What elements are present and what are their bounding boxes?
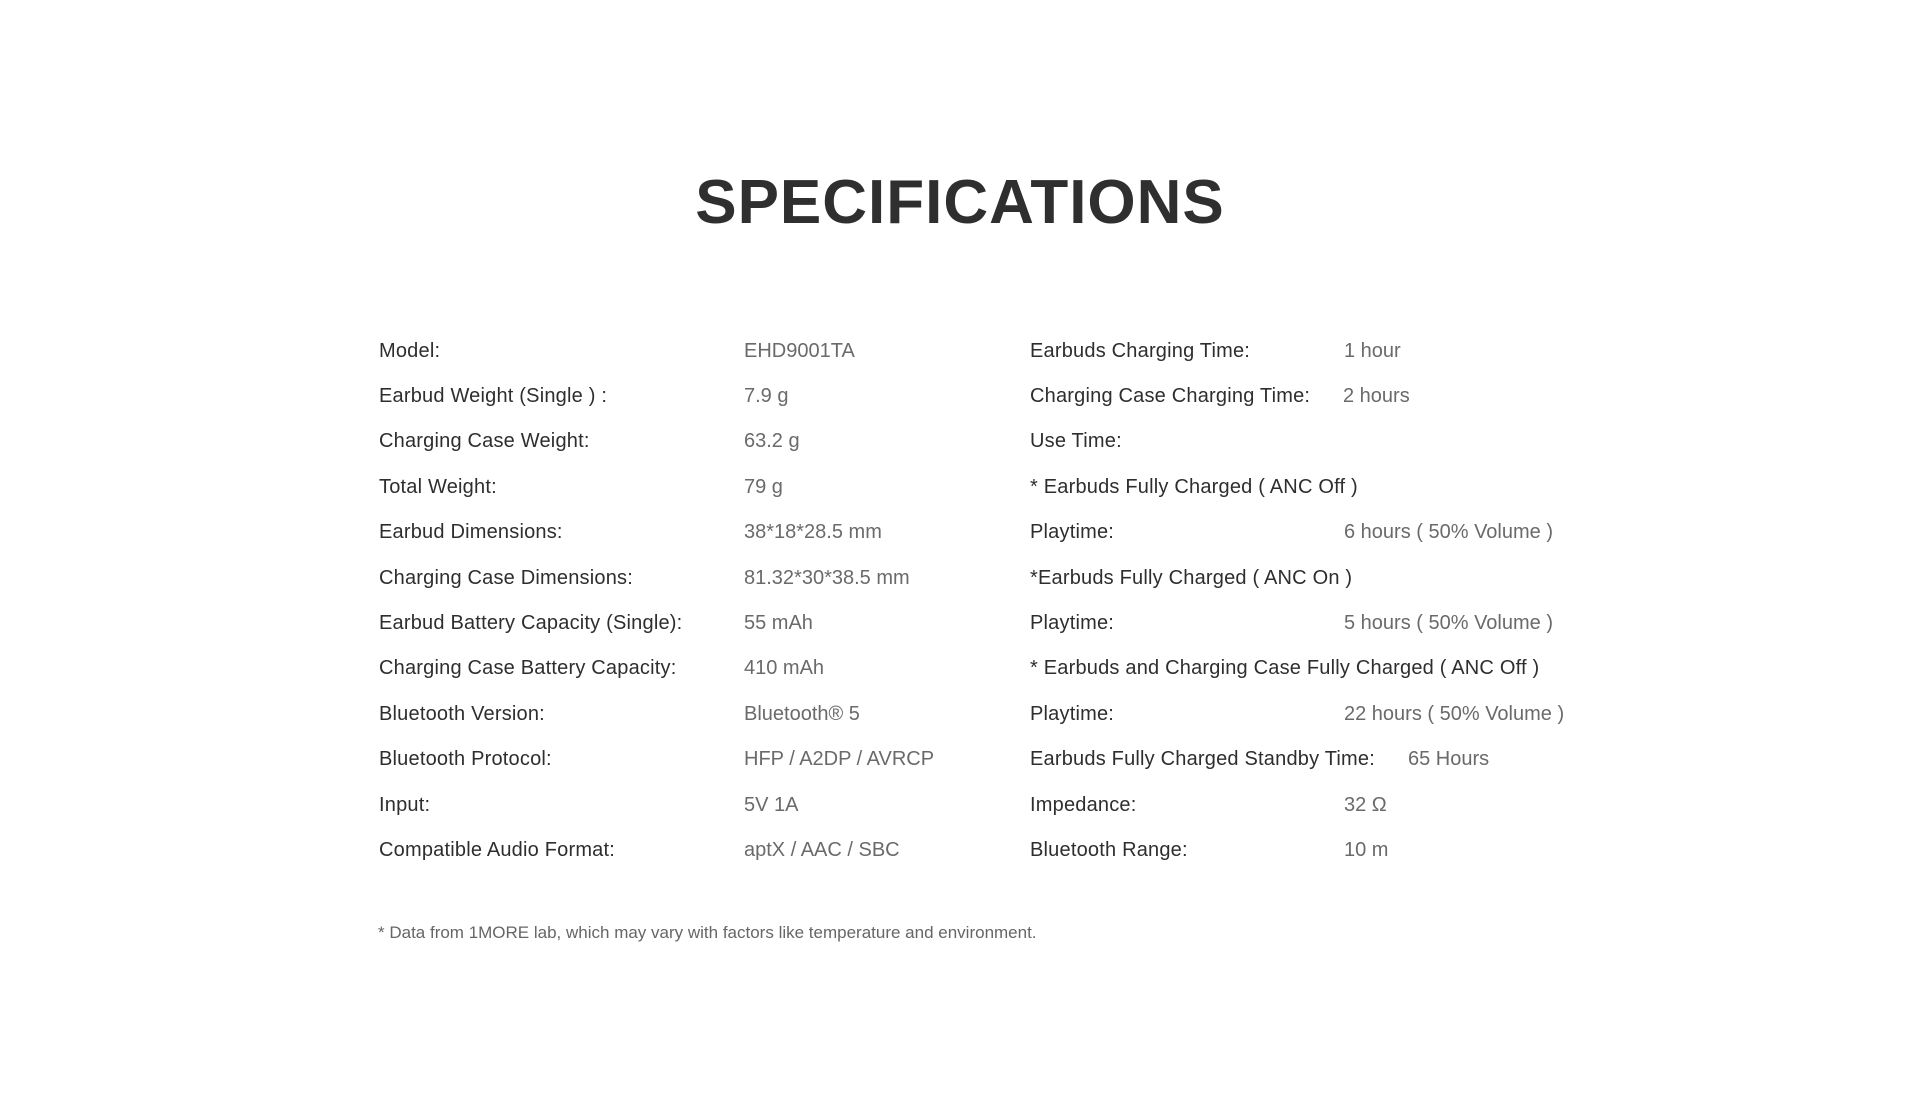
spec-label: Impedance: xyxy=(1030,794,1137,816)
spec-row-standby-time xyxy=(1030,744,1590,774)
spec-value: 2 hours xyxy=(1343,385,1410,407)
spec-row-audio-format xyxy=(379,835,999,865)
spec-label: *Earbuds Fully Charged ( ANC On ) xyxy=(1030,567,1353,589)
spec-label: Playtime: xyxy=(1030,521,1115,543)
spec-value: 65 Hours xyxy=(1408,748,1490,770)
spec-row-case-dimensions xyxy=(379,563,999,593)
spec-row-earbud-dimensions xyxy=(379,517,999,547)
spec-row-earbud-battery xyxy=(379,608,999,638)
spec-value: aptX / AAC / SBC xyxy=(744,839,900,861)
spec-value: 55 mAh xyxy=(744,612,813,634)
spec-row-use-time xyxy=(1030,426,1590,456)
spec-row-impedance xyxy=(1030,790,1590,820)
spec-row-anc-on-heading xyxy=(1030,563,1590,593)
spec-label: Charging Case Dimensions: xyxy=(379,567,634,589)
spec-row-earbud-weight xyxy=(379,381,999,411)
footnote: * Data from 1MORE lab, which may vary with factors like temperature and environment. xyxy=(378,923,1037,942)
spec-label: Model: xyxy=(379,340,441,362)
spec-row-playtime-anc-on xyxy=(1030,608,1590,638)
spec-row-case-weight xyxy=(379,426,999,456)
spec-label: Charging Case Charging Time: xyxy=(1030,385,1311,407)
spec-label: Input: xyxy=(379,794,431,816)
spec-row-earbuds-charging-time xyxy=(1030,336,1590,366)
spec-value: 38*18*28.5 mm xyxy=(744,521,882,543)
spec-row-case-battery xyxy=(379,653,999,683)
spec-label: Playtime: xyxy=(1030,703,1115,725)
spec-value: 10 m xyxy=(1344,839,1389,861)
spec-label: Playtime: xyxy=(1030,612,1115,634)
spec-label: Compatible Audio Format: xyxy=(379,839,616,861)
spec-row-input xyxy=(379,790,999,820)
spec-label: * Earbuds and Charging Case Fully Charged ( ANC Off ) xyxy=(1030,657,1540,679)
spec-value: 79 g xyxy=(744,476,783,498)
spec-value: Bluetooth® 5 xyxy=(744,703,860,725)
spec-row-playtime-anc-off xyxy=(1030,517,1590,547)
spec-label: Charging Case Battery Capacity: xyxy=(379,657,677,679)
spec-row-case-charging-time xyxy=(1030,381,1590,411)
spec-label: Bluetooth Range: xyxy=(1030,839,1188,861)
spec-value: EHD9001TA xyxy=(744,340,855,362)
spec-label: Earbud Dimensions: xyxy=(379,521,563,543)
spec-label: Earbud Battery Capacity (Single): xyxy=(379,612,683,634)
spec-value: 5V 1A xyxy=(744,794,799,816)
spec-row-anc-off-heading xyxy=(1030,472,1590,502)
spec-value: 6 hours ( 50% Volume ) xyxy=(1344,521,1553,543)
spec-value: 32 Ω xyxy=(1344,794,1387,816)
spec-value: 1 hour xyxy=(1344,340,1401,362)
spec-value: 22 hours ( 50% Volume ) xyxy=(1344,703,1565,725)
spec-row-case-anc-off-heading xyxy=(1030,653,1590,683)
spec-row-model xyxy=(379,336,999,366)
spec-value: 7.9 g xyxy=(744,385,789,407)
page-title: SPECIFICATIONS xyxy=(695,168,1225,237)
spec-label: Charging Case Weight: xyxy=(379,430,590,452)
spec-label: Use Time: xyxy=(1030,430,1122,452)
spec-label: * Earbuds Fully Charged ( ANC Off ) xyxy=(1030,476,1358,498)
spec-row-bluetooth-protocol xyxy=(379,744,999,774)
spec-value: 5 hours ( 50% Volume ) xyxy=(1344,612,1553,634)
spec-label: Bluetooth Version: xyxy=(379,703,545,725)
spec-row-playtime-with-case xyxy=(1030,699,1590,729)
spec-label: Earbuds Fully Charged Standby Time: xyxy=(1030,748,1375,770)
spec-row-total-weight xyxy=(379,472,999,502)
spec-label: Earbud Weight (Single ) : xyxy=(379,385,608,407)
spec-label: Bluetooth Protocol: xyxy=(379,748,552,770)
spec-value: 81.32*30*38.5 mm xyxy=(744,567,910,589)
spec-label: Total Weight: xyxy=(379,476,497,498)
spec-value: HFP / A2DP / AVRCP xyxy=(744,748,935,770)
spec-value: 63.2 g xyxy=(744,430,800,452)
spec-value: 410 mAh xyxy=(744,657,825,679)
spec-row-bluetooth-range xyxy=(1030,835,1590,865)
spec-label: Earbuds Charging Time: xyxy=(1030,340,1251,362)
spec-row-bluetooth-version xyxy=(379,699,999,729)
